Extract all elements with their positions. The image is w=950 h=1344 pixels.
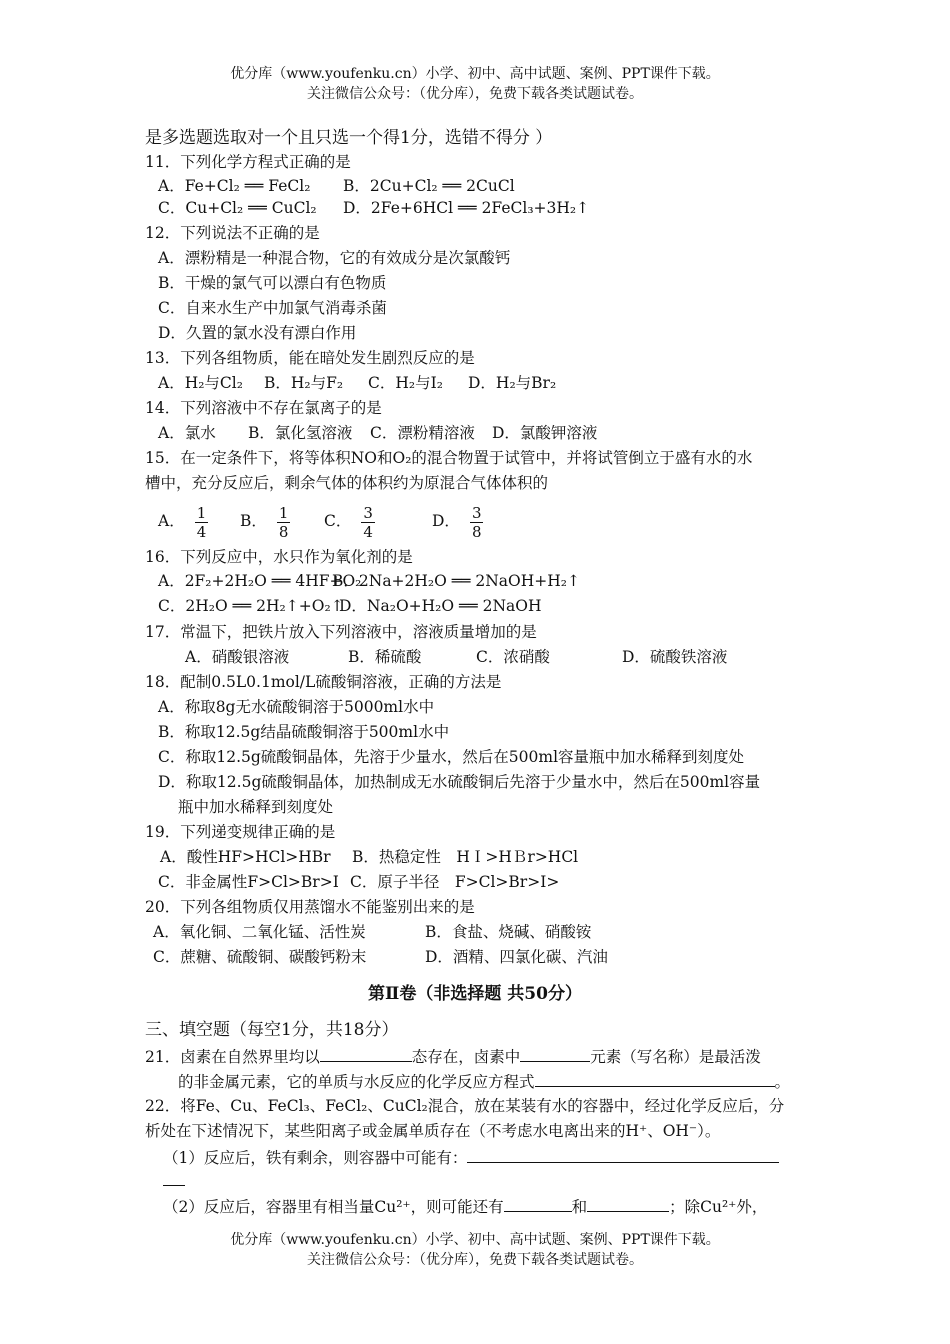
q20-options-row1 [153,922,591,942]
q16-option-d: D．Na₂O+H₂O ══ 2NaOH [339,597,542,615]
q22-sub2-blank-1[interactable] [504,1195,572,1212]
q17-option-d: D．硫酸铁溶液 [622,648,728,666]
q16-option-b: B．2Na+2H₂O ══ 2NaOH+H₂↑ [332,572,580,590]
footer-line-2: 关注微信公众号：（优分库），免费下载各类试题试卷。 [307,1252,643,1268]
q15-option-c: C． $\frac{3}{4}$ [324,503,373,541]
q12-stem: 12．下列说法不正确的是 [145,224,320,242]
q13-option-a: A．H₂与Cl₂ [158,374,243,392]
q20-option-a: A．氧化铜、二氧化锰、活性炭 [153,923,366,941]
q18-option-b: B．称取12.5g结晶硫酸铜溶于500ml水中 [158,723,450,741]
q22-line1: 22．将Fe、Cu、FeCl₃、FeCl₂、CuCl₂混合，放在某装有水的容器中，经过化学反应后，分 [145,1097,785,1115]
q22-line2: 析处在下述情况下，某些阳离子或金属单质存在（不考虑水电离出来的H⁺、OH⁻）。 [145,1122,721,1140]
q11-options-row1 [158,176,515,196]
q12-option-b: B．干燥的氯气可以漂白有色物质 [158,274,387,292]
q16-option-c: C．2H₂O ══ 2H₂↑+O₂↑ [158,597,344,615]
q20-stem: 20．下列各组物质仅用蒸馏水不能鉴别出来的是 [145,898,475,916]
q15-options [158,500,483,542]
q11-option-a: A．Fe+Cl₂ ══ FeCl₂ [158,177,311,195]
q14-option-d: D．氯酸钾溶液 [492,424,598,442]
q11-options-row2 [158,198,589,218]
q18-stem: 18．配制0.5L0.1mol/L硫酸铜溶液，正确的方法是 [145,673,502,691]
q22-sub2-blank-2[interactable] [587,1195,669,1212]
intro-text: 是多选题选取对一个且只选一个得1分，选错不得分 ） [145,128,553,148]
q16-stem: 16．下列反应中，水只作为氧化剂的是 [145,548,413,566]
q18-option-d-line1: D．称取12.5g硫酸铜晶体，加热制成无水硫酸铜后先溶于少量水中，然后在500ml容量 [158,773,761,791]
q21-blank-2[interactable] [520,1045,590,1062]
q13-options [158,373,556,393]
q16-option-a: A．2F₂+2H₂O ══ 4HF+O₂ [158,572,362,590]
q21-line1: 21．卤素在自然界里均以 态存在，卤素中 元素（写名称）是最活泼 [145,1045,761,1067]
part-3-title: 三、填空题（每空1分，共18分） [145,1020,399,1040]
q13-option-c: C．H₂与I₂ [368,374,443,392]
q14-option-b: B．氯化氢溶液 [248,424,353,442]
q13-option-b: B．H₂与F₂ [264,374,344,392]
q15-option-c-fraction: $\frac{3}{4}$ [363,503,373,541]
page-footer [0,1230,950,1270]
q20-option-b: B．食盐、烧碱、硝酸铵 [425,923,592,941]
q19-option-b: B．热稳定性 HＩ>HＢr>HCl [352,848,579,866]
q14-stem: 14．下列溶液中不存在氯离子的是 [145,399,382,417]
q22-sub1: （1）反应后，铁有剩余，则容器中可能有： [163,1146,779,1168]
q14-option-a: A．氯水 [158,424,216,442]
q15-option-a: A． $\frac{1}{4}$ [158,503,207,541]
q15-option-d: D． $\frac{3}{8}$ [432,503,482,541]
q18-option-d-line2: 瓶中加水稀释到刻度处 [178,798,334,816]
q21-line2: 的非金属元素，它的单质与水反应的化学反应方程式 。 [178,1070,790,1092]
q14-option-c: C．漂粉精溶液 [370,424,475,442]
page-header [0,64,950,104]
q15-option-d-fraction: $\frac{3}{8}$ [471,503,482,541]
q12-option-c: C．自来水生产中加氯气消毒杀菌 [158,299,387,317]
q11-option-d: D．2Fe+6HCl ══ 2FeCl₃+3H₂↑ [343,199,590,217]
q19-option-c: C．非金属性F>Cl>Br>I [158,873,339,891]
q17-stem: 17．常温下，把铁片放入下列溶液中，溶液质量增加的是 [145,623,537,641]
q13-stem: 13．下列各组物质，能在暗处发生剧烈反应的是 [145,349,475,367]
q15-option-b: B． $\frac{1}{8}$ [240,503,289,541]
q12-option-a: A．漂粉精是一种混合物，它的有效成分是次氯酸钙 [158,249,511,267]
section-2-title: 第Ⅱ卷（非选择题 共50分） [368,984,582,1004]
q17-option-a: A．硝酸银溶液 [185,648,290,666]
q15-stem-line2: 槽中，充分反应后，剩余气体的体积约为原混合气体体积的 [145,474,549,492]
q21-blank-1[interactable] [320,1045,412,1062]
q15-option-a-fraction: $\frac{1}{4}$ [196,503,207,541]
q22-sub1-blank-continued[interactable] [163,1185,185,1186]
q13-option-d: D．H₂与Br₂ [468,374,557,392]
header-line-1: 优分库（www.youfenku.cn）小学、初中、高中试题、案例、PPT课件下载。 [230,66,720,82]
q18-option-c: C．称取12.5g硫酸铜晶体，先溶于少量水，然后在500ml容量瓶中加水稀释到刻度处 [158,748,745,766]
q20-option-d: D．酒精、四氯化碳、汽油 [425,948,608,966]
q19-options-row2 [158,872,559,892]
q15-stem-line1: 15．在一定条件下，将等体积NO和O₂的混合物置于试管中，并将试管倒立于盛有水的水 [145,449,753,467]
footer-line-1: 优分库（www.youfenku.cn）小学、初中、高中试题、案例、PPT课件下载。 [230,1232,720,1248]
q15-option-b-fraction: $\frac{1}{8}$ [278,503,289,541]
q11-stem: 11．下列化学方程式正确的是 [145,153,351,171]
q11-option-c: C．Cu+Cl₂ ══ CuCl₂ [158,199,317,217]
header-line-2: 关注微信公众号：（优分库），免费下载各类试题试卷。 [307,86,643,102]
q22-sub1-blank[interactable] [467,1146,779,1163]
q17-option-c: C．浓硝酸 [476,648,550,666]
q19-option-d: C．原子半径 F>Cl>Br>I> [350,873,560,891]
q20-options-row2 [153,947,608,967]
q17-option-b: B．稀硫酸 [348,648,422,666]
q11-option-b: B．2Cu+Cl₂ ══ 2CuCl [343,177,515,195]
q18-option-a: A．称取8g无水硫酸铜溶于5000ml水中 [158,698,435,716]
q19-stem: 19．下列递变规律正确的是 [145,823,336,841]
q12-option-d: D．久置的氯水没有漂白作用 [158,324,357,342]
q22-sub2: （2）反应后，容器里有相当量Cu²⁺，则可能还有 和 ；除Cu²⁺外， [163,1195,767,1217]
q16-options-row2 [158,596,541,616]
q14-options [158,423,597,443]
q21-blank-3[interactable] [535,1070,775,1087]
q19-options-row1 [160,847,578,867]
q20-option-c: C．蔗糖、硫酸铜、碳酸钙粉末 [153,948,367,966]
q16-options-row1 [158,571,580,591]
q17-options [185,647,727,667]
q19-option-a: A．酸性HF>HCl>HBr [160,848,331,866]
